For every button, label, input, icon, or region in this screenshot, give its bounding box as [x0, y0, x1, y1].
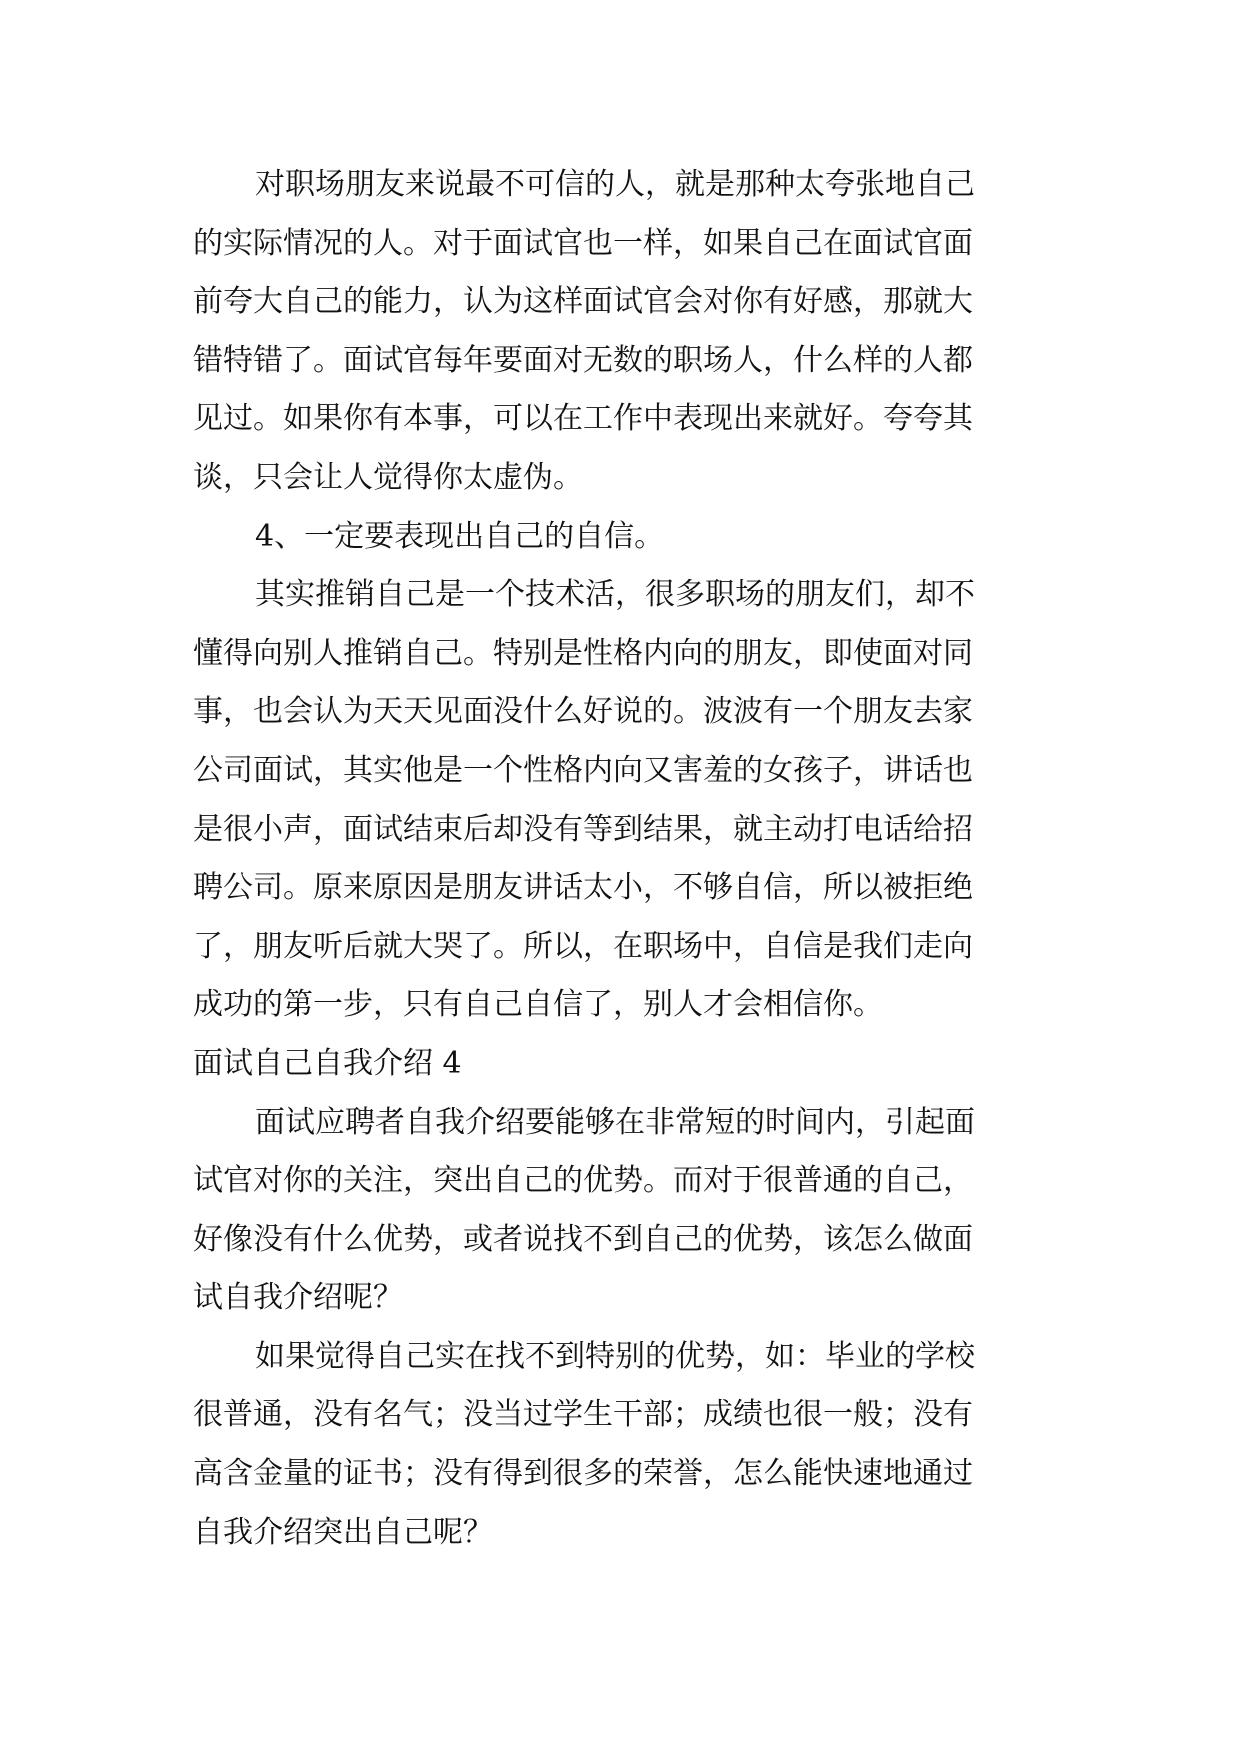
paragraph-line: 高含金量的证书；没有得到很多的荣誉，怎么能快速地通过 — [193, 1456, 973, 1492]
paragraph-line: 其实推销自己是一个技术活，很多职场的朋友们，却不 — [255, 577, 975, 613]
paragraph-line: 试自我介绍呢？ — [193, 1280, 403, 1316]
paragraph-line: 了，朋友听后就大哭了。所以，在职场中，自信是我们走向 — [193, 928, 973, 964]
paragraph-line: 见过。如果你有本事，可以在工作中表现出来就好。夸夸其 — [193, 401, 973, 437]
paragraph-line: 对职场朋友来说最不可信的人，就是那种太夸张地自己 — [255, 167, 975, 202]
paragraph-line: 面试应聘者自我介绍要能够在非常短的时间内，引起面 — [255, 1104, 975, 1140]
paragraph-line: 自我介绍突出自己呢？ — [193, 1514, 493, 1550]
paragraph-line: 试官对你的关注，突出自己的优势。而对于很普通的自己， — [193, 1163, 973, 1199]
paragraph-line: 好像没有什么优势，或者说找不到自己的优势，该怎么做面 — [193, 1221, 973, 1257]
paragraph — [193, 1094, 1055, 1328]
paragraph-line: 事，也会认为天天见面没什么好说的。波波有一个朋友去家 — [193, 694, 973, 730]
paragraph-line: 聘公司。原来原因是朋友讲话太小，不够自信，所以被拒绝 — [193, 870, 973, 906]
paragraph — [193, 1328, 1055, 1562]
paragraph — [193, 156, 1055, 508]
document-body — [193, 156, 1055, 1562]
list-item-heading — [193, 508, 1055, 567]
paragraph-line: 懂得向别人推销自己。特别是性格内向的朋友，即使面对同 — [193, 635, 973, 671]
paragraph-line: 是很小声，面试结束后却没有等到结果，就主动打电话给招 — [193, 811, 973, 847]
paragraph-line: 谈，只会让人觉得你太虚伪。 — [193, 459, 583, 495]
section-heading: 面试自己自我介绍 4 — [193, 1045, 462, 1081]
paragraph-line: 公司面试，其实他是一个性格内向又害羞的女孩子，讲话也 — [193, 752, 973, 788]
list-item-line: 4、一定要表现出自己的自信。 — [255, 518, 665, 554]
paragraph-line: 很普通，没有名气；没当过学生干部；成绩也很一般；没有 — [193, 1397, 973, 1433]
paragraph-line: 错特错了。面试官每年要面对无数的职场人，什么样的人都 — [193, 342, 973, 378]
paragraph — [193, 566, 1055, 1035]
paragraph-line: 成功的第一步，只有自己自信了，别人才会相信你。 — [193, 987, 883, 1023]
paragraph-line: 的实际情况的人。对于面试官也一样，如果自己在面试官面 — [193, 225, 973, 261]
paragraph-line: 前夸大自己的能力，认为这样面试官会对你有好感，那就大 — [193, 284, 973, 320]
paragraph-line: 如果觉得自己实在找不到特别的优势，如：毕业的学校 — [255, 1338, 975, 1374]
